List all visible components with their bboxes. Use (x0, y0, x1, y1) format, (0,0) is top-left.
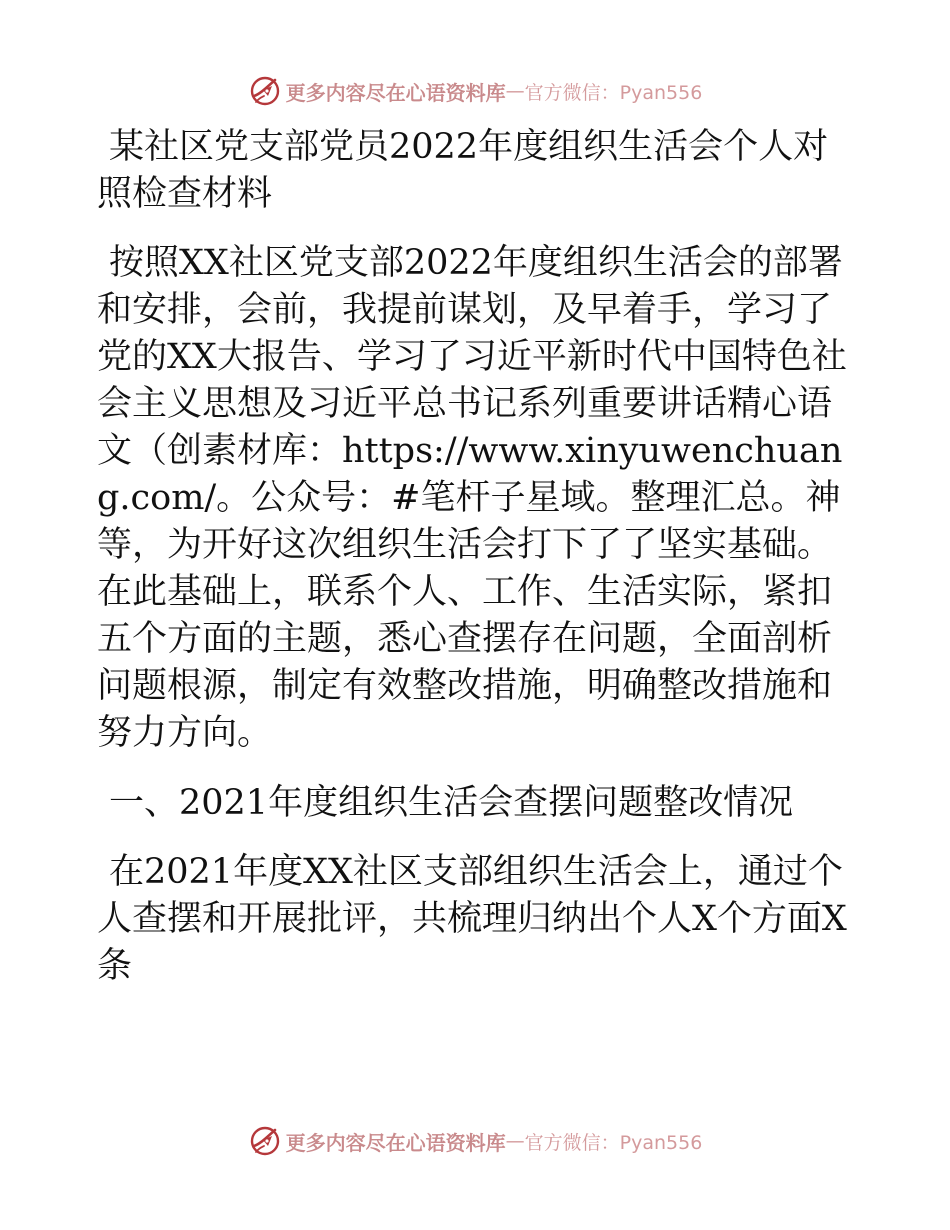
document-body (97, 124, 857, 1013)
pen-nib-logo-icon (248, 1124, 282, 1158)
paragraph-section-1 (97, 849, 857, 990)
footer-banner-dash: — (505, 1130, 525, 1152)
pen-nib-logo-icon (248, 74, 282, 108)
header-banner-wechat: 官方微信：Pyan556 (524, 81, 703, 104)
header-banner-dash: — (505, 80, 525, 102)
footer-banner-wechat: 官方微信：Pyan556 (524, 1131, 703, 1154)
paragraph-section-1-text: 在2021年度XX社区支部组织生活会上，通过个人查摆和开展批评，共梳理归纳出个人X个方面X条 (97, 852, 847, 986)
document-title (97, 124, 857, 218)
footer-banner (0, 1121, 950, 1161)
document-title-text: 某社区党支部党员2022年度组织生活会个人对照检查材料 (97, 127, 829, 214)
header-banner-title: 更多内容尽在心语资料库 (285, 80, 506, 105)
section-heading-1 (97, 780, 857, 827)
section-heading-1-text: 一、2021年度组织生活会查摆问题整改情况 (109, 783, 794, 823)
header-banner (0, 71, 950, 111)
footer-banner-title: 更多内容尽在心语资料库 (285, 1130, 506, 1155)
paragraph-intro-text: 按照XX社区党支部2022年度组织生活会的部署和安排，会前，我提前谋划，及早着手，学习了党的XX大报告、学习了习近平新时代中国特色社会主义思想及习近平总书记系列重要讲话精心语文（创素材库：https://www.xinyuwenchuang.com/。公众号：#笔杆子星域。整理汇总。神等，为开好这次组织生活会打下了了坚实基础。在此基础上，联系个人、工作、生活实际，紧扣五个方面的主题，悉心查摆存在问题，全面剖析问题根源，制定有效整改措施，明确整改措施和努力方向。 (97, 243, 847, 753)
paragraph-intro (97, 240, 857, 757)
